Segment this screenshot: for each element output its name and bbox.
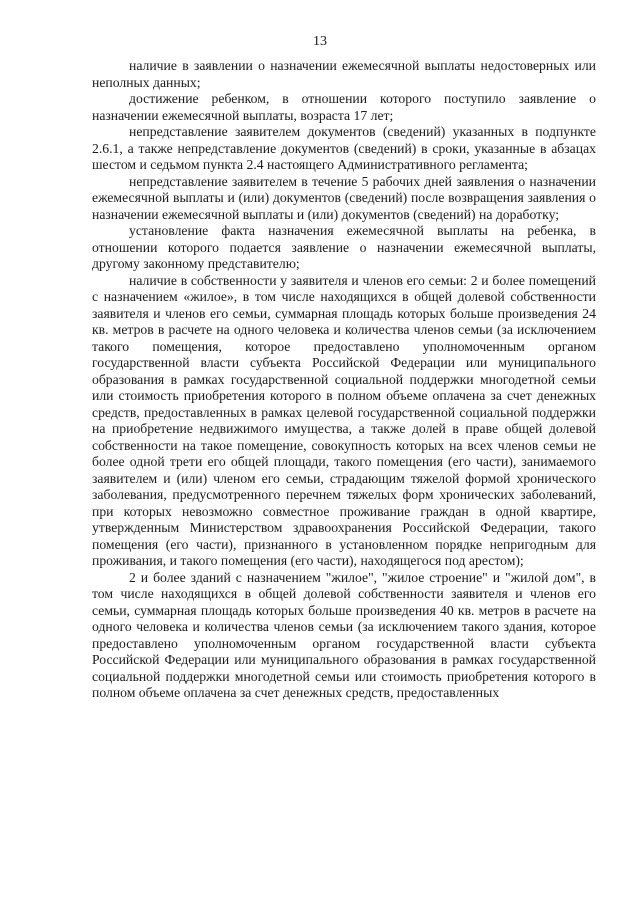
paragraph-residential-buildings: 2 и более зданий с назначением "жилое", "жилое строение" и "жилой дом", в том числе находящихся в общей долевой собственности заявителя и членов его семьи, суммарная площадь которых больше произведения 40 кв. метров в расчете на одного человека и количества членов семьи (за исключением такого здания, которое предоставлено уполномоченным органом государственной власти субъекта Российской Федерации или муниципального образования в рамках государственной социальной поддержки многодетной семьи или стоимость приобретения которого в полном объеме оплачена за счет денежных средств, предоставленных: [92, 569, 596, 700]
page-number: 13: [313, 34, 327, 49]
paragraph-documents-not-submitted: непредставление заявителем документов (сведений) указанных в подпункте 2.6.1, а также непредставление документов (сведений) в сроки, указанные в абзацах шестом и седьмом пункта 2.4 настоящего Административного регламента;: [92, 124, 596, 172]
paragraph-age-17: достижение ребенком, в отношении которого поступило заявление о назначении ежемесячной выплаты, возраста 17 лет;: [92, 91, 596, 123]
paragraph-residential-premises: наличие в собственности у заявителя и членов его семьи: 2 и более помещений с назначением «жилое», в том числе находящихся в общей долевой собственности заявителя и членов его семьи, суммарная площадь которых больше произведения 24 кв. метров в расчете на одного человека и количества членов семьи (за исключением такого помещения, которое предоставлено уполномоченным органом государственной власти субъекта Российской Федерации или муниципального образования в рамках государственной социальной поддержки многодетной семьи или стоимость приобретения которого в полном объеме оплачена за счет денежных средств, предоставленных в рамках целевой государственной социальной поддержки на приобретение недвижимого имущества, а также долей в праве общей долевой собственности на такое помещение, совокупность которых на всех членов семьи не более одной трети его общей площади, такого помещения (его части), занимаемого заявителем и (или) членом его семьи, страдающим тяжелой формой хронического заболевания, предусмотренного перечнем тяжелых форм хронических заболеваний, при которых невозможно совместное проживание граждан в одной квартире, утвержденным Министерством здравоохранения Российской Федерации, такого помещения (его части), признанного в установленном порядке непригодным для проживания, и такого помещения (его части), находящегося под арестом);: [92, 272, 596, 568]
paragraph-incomplete-data: наличие в заявлении о назначении ежемесячной выплаты недостоверных или неполных данных;: [92, 58, 596, 90]
paragraph-resubmission-deadline: непредставление заявителем в течение 5 рабочих дней заявления о назначении ежемесячной выплаты и (или) документов (сведений) после возвращения заявления о назначении ежемесячной выплаты и (или) документов (сведений) на доработку;: [92, 173, 596, 222]
document-body: [92, 58, 596, 702]
paragraph-other-representative: установление факта назначения ежемесячной выплаты на ребенка, в отношении которого подается заявление о назначении ежемесячной выплаты, другому законному представителю;: [92, 223, 596, 271]
